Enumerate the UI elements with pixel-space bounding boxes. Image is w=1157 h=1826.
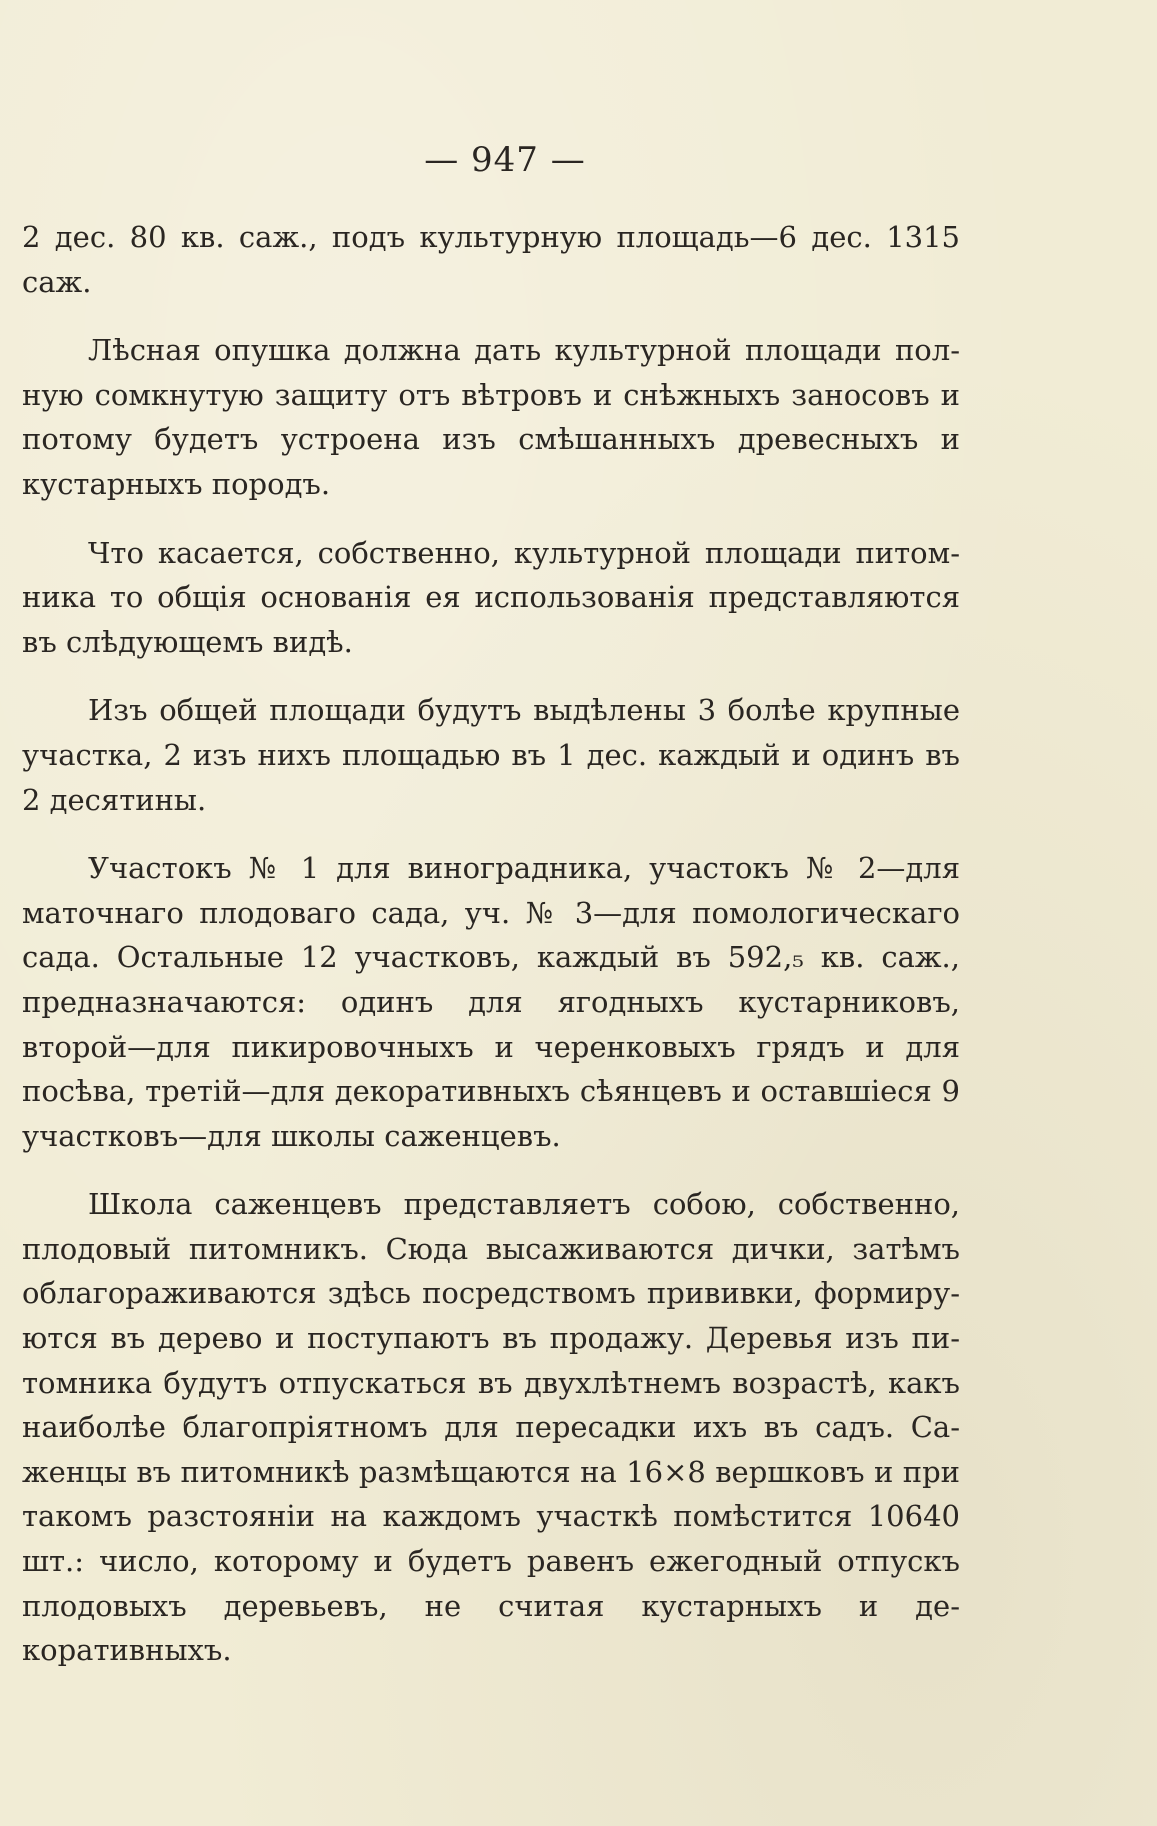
paragraph-seedling-school: Школа саженцевъ представляетъ собою, собственно, плодовый питомникъ. Сюда высаживаются дички, затѣмъ облагораживаются здѣсь посредствомъ прививки, формируются въ дерево и поступаютъ въ продажу. Деревья изъ питомника будутъ отпускаться въ двухлѣтнемъ возрастѣ, какъ наиболѣе благопріятномъ для пересадки ихъ въ садъ. Саженцы въ питомникѣ размѣщаются на 16×8 вершковъ и при такомъ разстояніи на каждомъ участкѣ помѣстится 10640 шт.: число, которому и будетъ равенъ ежегодный отпускъ плодовыхъ деревьевъ, не считая кустарныхъ и декоративныхъ.: [22, 1187, 960, 1668]
paragraph-continuation: 2 дес. 80 кв. саж., подъ культурную площадь—6 дес. 1315 саж.: [22, 220, 960, 299]
paragraph-large-plots: Изъ общей площади будутъ выдѣлены 3 болѣе крупные участка, 2 изъ нихъ площадью въ 1 дес. каждый и одинъ въ 2 десятины.: [22, 693, 960, 817]
paragraph-forest-edge: Лѣсная опушка должна дать культурной площади полную сомкнутую защиту отъ вѣтровъ и снѣжныхъ заносовъ и потому будетъ устроена изъ смѣшанныхъ древесныхъ и кустарныхъ породъ.: [22, 333, 960, 501]
paragraph-cultural-area: Что касается, собственно, культурной площади питомника то общія основанія ея использованія представляются въ слѣдующемъ видѣ.: [22, 535, 960, 659]
paragraph-plot-assignments: Участокъ № 1 для виноградника, участокъ № 2—для маточнаго плодоваго сада, уч. № 3—для помологическаго сада. Остальные 12 участковъ, каждый въ 592,₅ кв. саж., предназначаются: одинъ для ягодныхъ кустарниковъ, второй—для пикировочныхъ и черенковыхъ грядъ и для посѣва, третій—для декоративныхъ сѣянцевъ и оставшіеся 9 участковъ—для школы саженцевъ.: [22, 851, 960, 1153]
body-text: [22, 215, 960, 1697]
page-number: — 947 —: [424, 140, 586, 180]
